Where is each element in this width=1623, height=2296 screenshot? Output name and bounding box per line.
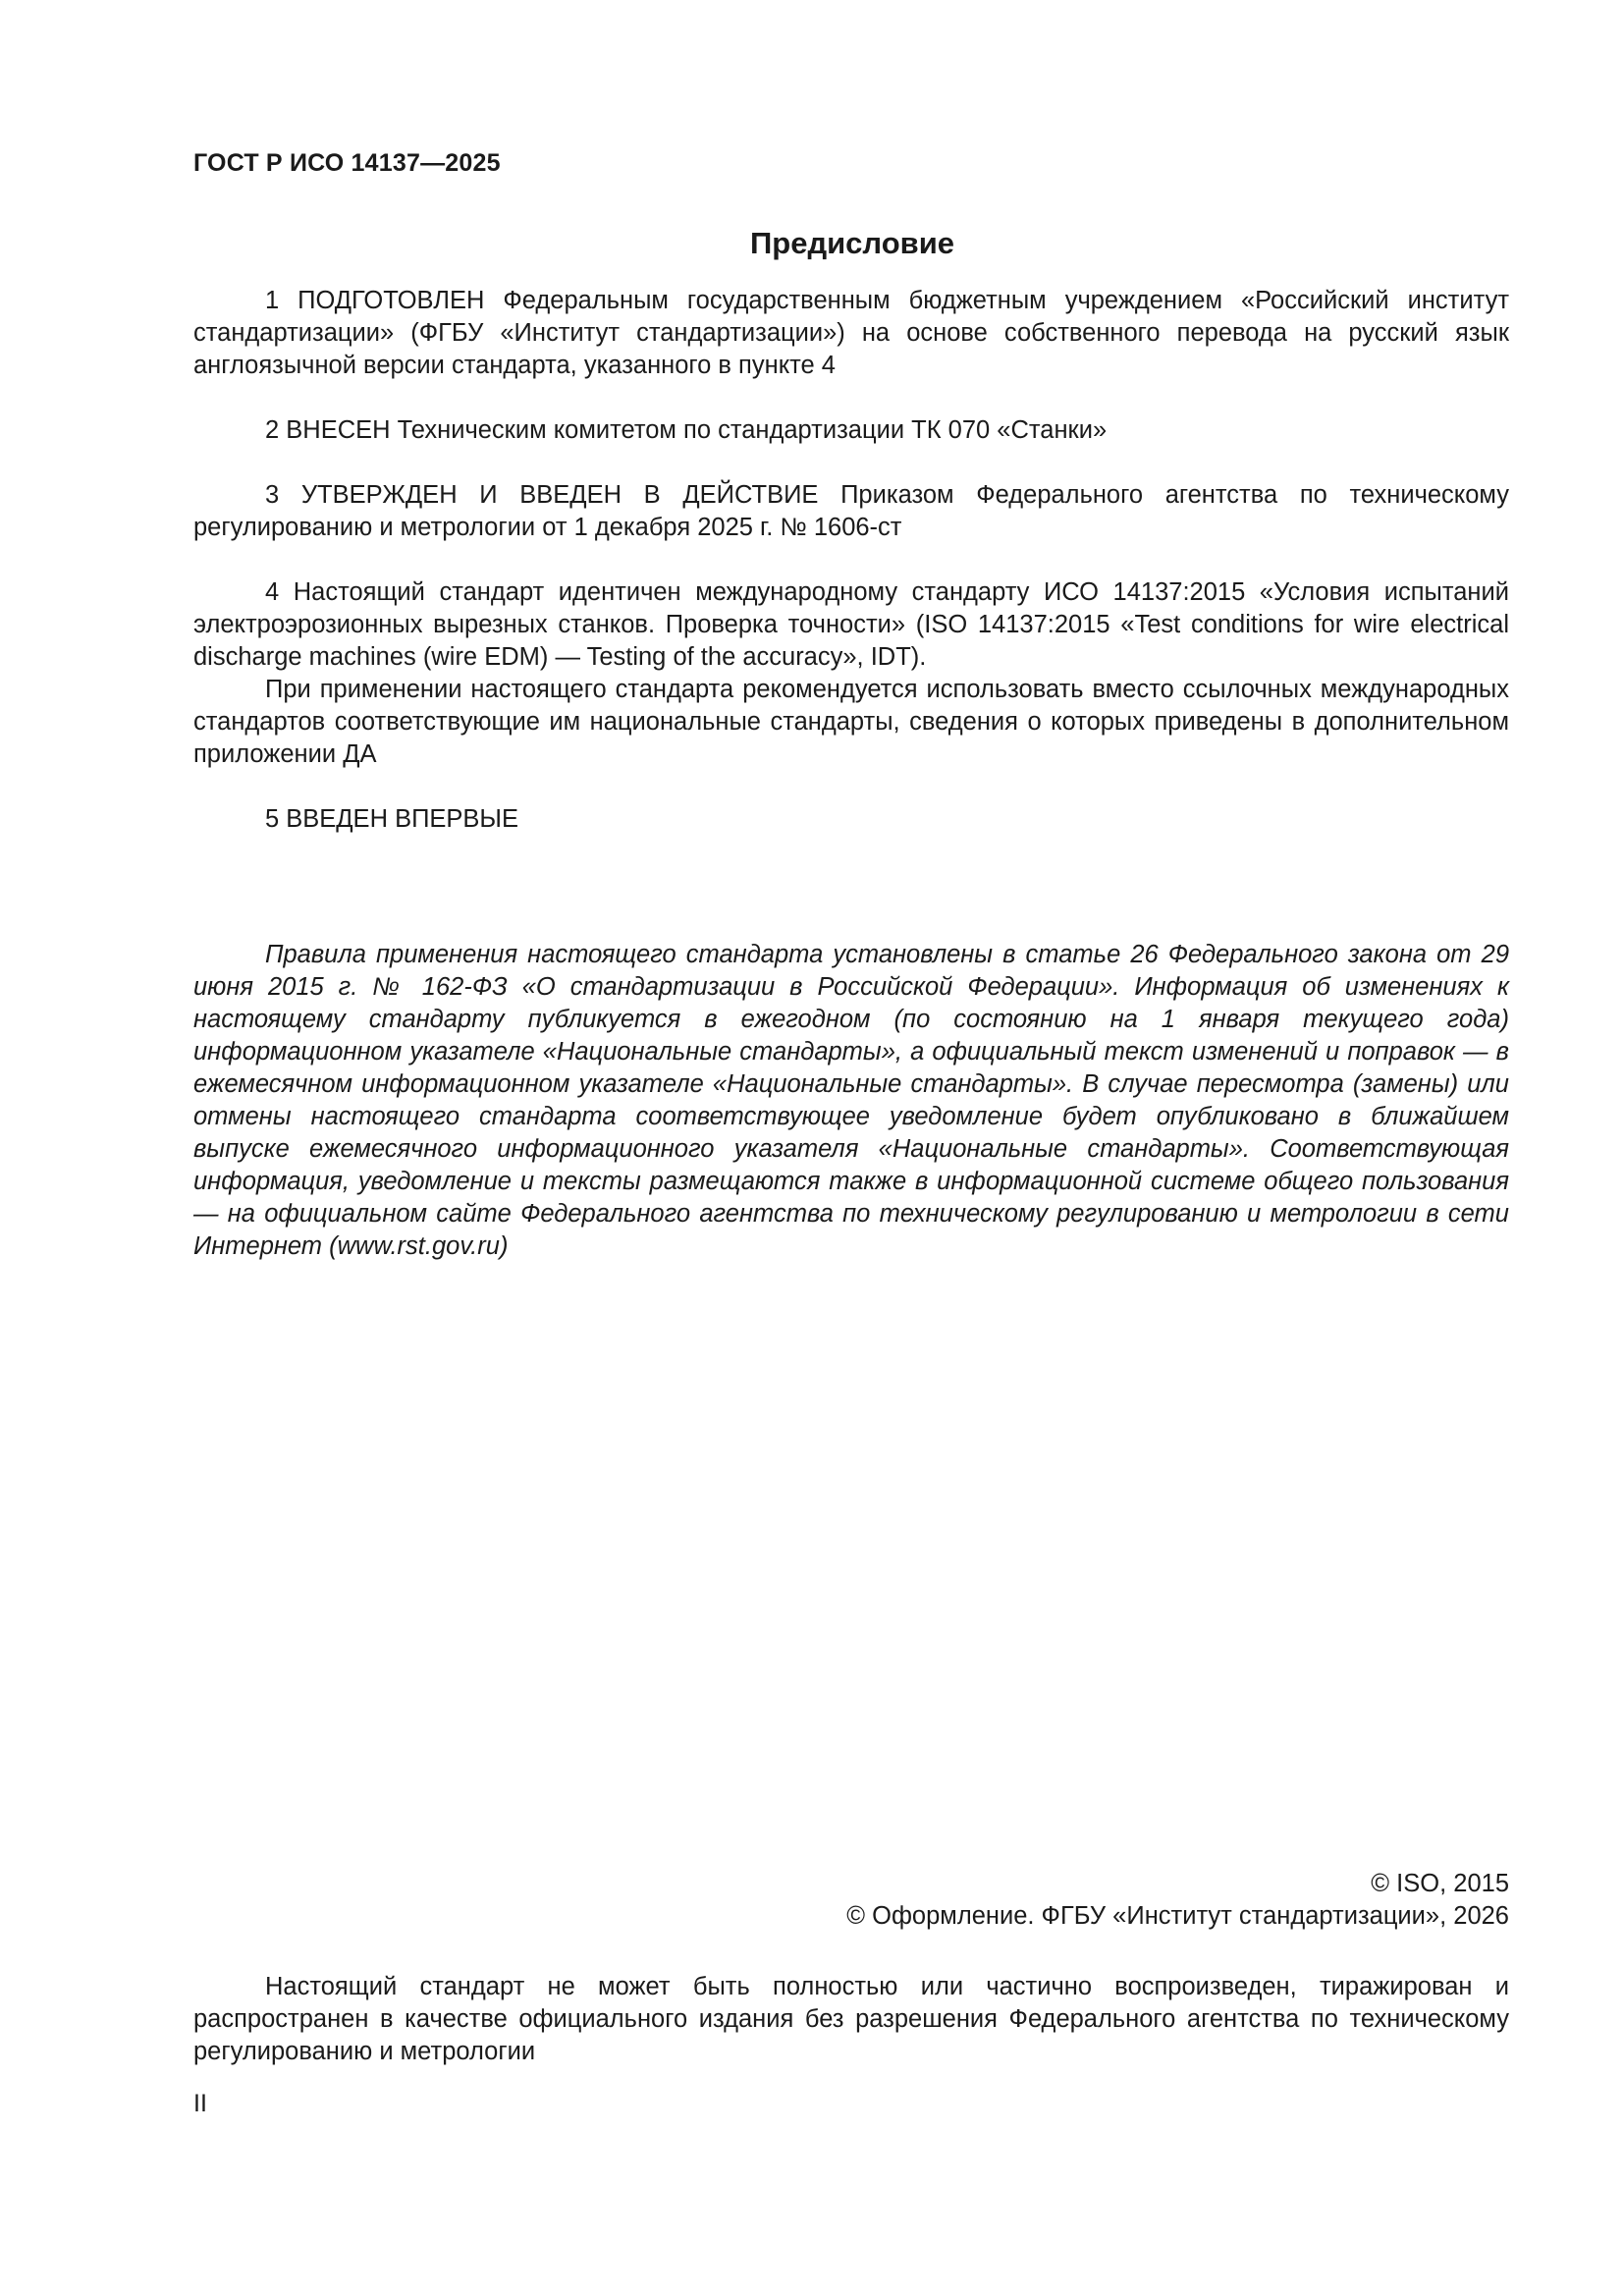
foreword-items bbox=[193, 285, 1509, 836]
reproduction-notice: Настоящий стандарт не может быть полностью или частично воспроизведен, тиражирован и распространен в качестве официального издания без разрешения Федерального агентства по техническому регулированию и метрологии bbox=[193, 1973, 1509, 2065]
foreword-item-5: 5 ВВЕДЕН ВПЕРВЫЕ bbox=[265, 805, 519, 833]
page-title: Предисловие bbox=[749, 226, 954, 260]
document-code: ГОСТ Р ИСО 14137—2025 bbox=[193, 149, 501, 177]
copyright-block bbox=[846, 1868, 1509, 1933]
copyright-design: © Оформление. ФГБУ «Институт стандартизации», 2026 bbox=[846, 1902, 1509, 1930]
page-number: II bbox=[193, 2090, 207, 2117]
foreword-item-4: 4 Настоящий стандарт идентичен международному стандарту ИСО 14137:2015 «Условия испытаний электроэрозионных вырезных станков. Проверка точности» (ISO 14137:2015 «Test conditions for wire electrical discharge machines (wire EDM) — Testing of the accuracy», IDT). bbox=[193, 578, 1509, 671]
foreword-item-1: 1 ПОДГОТОВЛЕН Федеральным государственным бюджетным учреждением «Российский институт стандартизации» (ФГБУ «Институт стандартизации») на основе собственного перевода на русский язык англоязычной версии стандарта, указанного в пункте 4 bbox=[193, 287, 1509, 379]
foreword-item-2: 2 ВНЕСЕН Техническим комитетом по стандартизации ТК 070 «Станки» bbox=[265, 416, 1108, 444]
copyright-iso: © ISO, 2015 bbox=[1371, 1870, 1509, 1897]
foreword-item-4-note: При применении настоящего стандарта рекомендуется использовать вместо ссылочных международных стандартов соответствующие им национальные стандарты, сведения о которых приведены в дополнительном приложении ДА bbox=[193, 676, 1509, 768]
foreword-item-3: 3 УТВЕРЖДЕН И ВВЕДЕН В ДЕЙСТВИЕ Приказом Федерального агентства по техническому регулированию и метрологии от 1 декабря 2025 г. № 1606-ст bbox=[193, 481, 1509, 541]
application-rules-note: Правила применения настоящего стандарта установлены в статье 26 Федерального закона от 29 июня 2015 г. № 162-ФЗ «О стандартизации в Российской Федерации». Информация об изменениях к настоящему стандарту публикуется в ежегодном (по состоянию на 1 января текущего года) информационном указателе «Национальные стандарты», а официальный текст изменений и поправок — в ежемесячном информационном указателе «Национальные стандарты». В случае пересмотра (замены) или отмены настоящего стандарта соответствующее уведомление будет опубликовано в ближайшем выпуске ежемесячного информационного указателя «Национальные стандарты». Соответствующая информация, уведомление и тексты размещаются также в информационной системе общего пользования — на официальном сайте Федерального агентства по техническому регулированию и метрологии в сети Интернет (www.rst.gov.ru) bbox=[193, 941, 1509, 1260]
